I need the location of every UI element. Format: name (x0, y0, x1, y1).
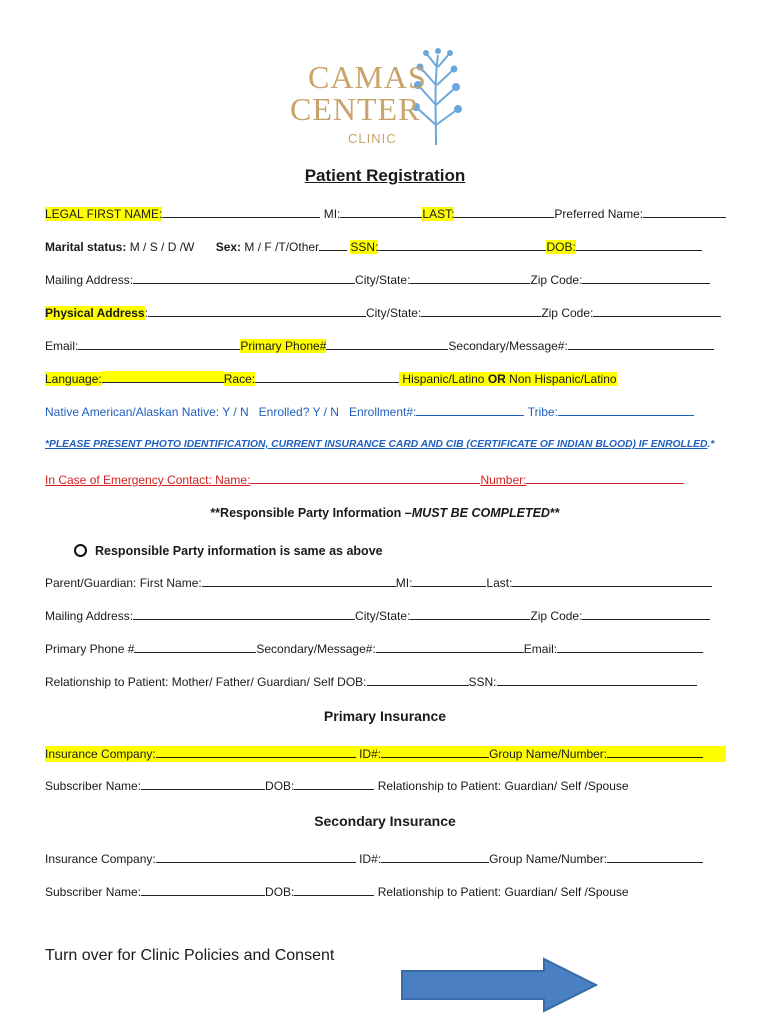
mailing-address-label: Mailing Address: (45, 273, 134, 287)
guardian-mailing-label: Mailing Address: (45, 609, 134, 623)
secondary-id-label: ID#: (359, 852, 382, 866)
primary-group-label: Group Name/Number: (489, 747, 608, 761)
primary-subscriber-dob-label: DOB: (265, 779, 295, 793)
primary-insurance-row (45, 746, 726, 762)
guardian-mi-field[interactable] (412, 575, 486, 587)
logo-text-center: CENTER (290, 91, 421, 127)
logo-text-clinic: CLINIC (348, 131, 397, 146)
race-label: Race: (223, 372, 256, 386)
primary-relationship-label[interactable]: Relationship to Patient: Guardian/ Self /Spouse (377, 779, 629, 793)
secondary-phone-field[interactable] (568, 338, 714, 350)
non-hispanic-option[interactable]: Non Hispanic/Latino (505, 372, 617, 386)
secondary-group-field[interactable] (607, 851, 703, 863)
primary-subscriber-dob-field[interactable] (294, 778, 374, 790)
guardian-phone-row (45, 641, 726, 657)
guardian-secondary-phone-field[interactable] (376, 641, 524, 653)
marital-status-options[interactable]: M / S / D /W (126, 240, 195, 254)
emergency-number-field[interactable] (526, 472, 684, 484)
enrolled-label[interactable]: Enrolled? Y / N (258, 405, 339, 419)
guardian-name-row (45, 575, 726, 591)
preferred-name-field[interactable] (643, 206, 726, 218)
primary-insurance-company-field[interactable] (156, 746, 356, 758)
guardian-zip-field[interactable] (582, 608, 710, 620)
secondary-insurance-heading: Secondary Insurance (314, 813, 456, 829)
or-label: OR (487, 372, 506, 386)
dob-label: DOB: (546, 240, 576, 254)
zip-code-field[interactable] (593, 305, 721, 317)
id-notice (45, 437, 726, 453)
email-label: Email: (45, 339, 79, 353)
secondary-subscriber-dob-label: DOB: (265, 885, 295, 899)
guardian-secondary-phone-label: Secondary/Message#: (256, 642, 376, 656)
email-field[interactable] (78, 338, 240, 350)
turn-over-note: Turn over for Clinic Policies and Consent (45, 947, 335, 964)
primary-phone-label: Primary Phone# (240, 339, 327, 353)
ssn-label: SSN: (350, 240, 379, 254)
same-as-above-option[interactable] (74, 543, 383, 559)
city-state-label: City/State: (355, 273, 411, 287)
clinic-logo (286, 45, 466, 155)
last-name-field[interactable] (454, 206, 554, 218)
guardian-zip-label: Zip Code: (530, 609, 583, 623)
guardian-primary-phone-label: Primary Phone # (45, 642, 135, 656)
same-as-above-label: Responsible Party information is same as above (95, 544, 383, 558)
native-row (45, 404, 726, 420)
secondary-group-label: Group Name/Number: (489, 852, 608, 866)
emergency-number-label: Number: (480, 473, 527, 487)
guardian-mailing-row (45, 608, 726, 624)
radio-button-icon[interactable] (74, 544, 87, 557)
legal-first-name-field[interactable] (162, 206, 320, 218)
id-notice-end: .* (707, 439, 715, 450)
city-state-field[interactable] (421, 305, 541, 317)
secondary-phone-label: Secondary/Message#: (448, 339, 568, 353)
marital-status-label: Marital status: (45, 240, 127, 254)
legal-name-row (45, 206, 726, 222)
mailing-address-field[interactable] (133, 272, 355, 284)
id-notice-text: *PLEASE PRESENT PHOTO IDENTIFICATION, CURRENT INSURANCE CARD AND CIB (CERTIFICATE OF INDIAN BLOOD) IF ENROLLED (45, 439, 708, 450)
mi-label: MI: (323, 207, 341, 221)
responsible-heading-part1: **Responsible Party Information – (210, 506, 412, 520)
responsible-party-heading (0, 506, 770, 520)
enrollment-number-label: Enrollment#: (348, 405, 417, 419)
logo-text-camas: CAMAS (308, 59, 427, 95)
race-field[interactable] (255, 371, 399, 383)
language-row (45, 371, 726, 387)
emergency-contact-row (45, 472, 726, 488)
guardian-last-label: Last: (486, 576, 513, 590)
physical-address-label: Physical Address (45, 306, 145, 320)
mi-field[interactable] (340, 206, 422, 218)
primary-group-field[interactable] (607, 746, 703, 758)
secondary-subscriber-field[interactable] (141, 884, 265, 896)
contact-row (45, 338, 726, 354)
primary-id-label: ID#: (359, 747, 382, 761)
enrollment-number-field[interactable] (416, 404, 524, 416)
zip-code-label: Zip Code: (530, 273, 583, 287)
secondary-subscriber-dob-field[interactable] (294, 884, 374, 896)
relationship-row (45, 674, 726, 690)
ethnicity-options[interactable] (399, 372, 616, 386)
primary-subscriber-row (45, 778, 726, 794)
guardian-first-name-field[interactable] (202, 575, 396, 587)
right-arrow-icon (398, 955, 604, 1015)
guardian-city-label: City/State: (355, 609, 411, 623)
guardian-ssn-label: SSN: (468, 675, 497, 689)
mailing-address-row (45, 272, 726, 288)
primary-insurance-heading: Primary Insurance (323, 708, 447, 724)
guardian-mi-label: MI: (395, 576, 413, 590)
primary-insurance-company-label: Insurance Company: (45, 747, 156, 761)
responsible-heading-part2: MUST BE COMPLETED (411, 506, 550, 520)
tribe-field[interactable] (558, 404, 694, 416)
dob-field[interactable] (576, 239, 702, 251)
sex-options[interactable]: M / F /T/Other (241, 240, 320, 254)
guardian-ssn-field[interactable] (497, 674, 697, 686)
guardian-email-field[interactable] (557, 641, 703, 653)
guardian-first-name-label: Parent/Guardian: First Name: (45, 576, 202, 590)
legal-first-name-label: LEGAL FIRST NAME: (45, 207, 163, 221)
secondary-insurance-row (45, 851, 726, 867)
primary-subscriber-label: Subscriber Name: (45, 779, 142, 793)
language-field[interactable] (102, 371, 224, 383)
secondary-relationship-label[interactable]: Relationship to Patient: Guardian/ Self /Spouse (377, 885, 629, 899)
physical-address-field[interactable] (148, 305, 366, 317)
guardian-dob-field[interactable] (367, 674, 469, 686)
guardian-mailing-field[interactable] (133, 608, 355, 620)
secondary-subscriber-row (45, 884, 726, 900)
sex-other-field[interactable] (319, 239, 347, 251)
primary-phone-field[interactable] (326, 338, 448, 350)
ssn-field[interactable] (378, 239, 546, 251)
tribe-label: Tribe: (527, 405, 558, 419)
guardian-email-label: Email: (523, 642, 558, 656)
emergency-name-label: In Case of Emergency Contact: Name: (45, 473, 251, 487)
hispanic-option[interactable]: Hispanic/Latino (399, 372, 488, 386)
guardian-city-field[interactable] (410, 608, 530, 620)
guardian-last-field[interactable] (512, 575, 712, 587)
last-name-label: LAST: (422, 207, 455, 221)
relationship-label[interactable]: Relationship to Patient: Mother/ Father/ Guardian/ Self DOB: (45, 675, 367, 689)
guardian-primary-phone-field[interactable] (134, 641, 256, 653)
preferred-name-label: Preferred Name: (554, 207, 644, 221)
physical-address-row (45, 305, 726, 321)
secondary-insurance-company-label: Insurance Company: (45, 852, 156, 866)
physical-address-colon: : (144, 306, 148, 320)
responsible-heading-part3: ** (549, 506, 560, 520)
zip-code-field[interactable] (582, 272, 710, 284)
language-label: Language: (45, 372, 102, 386)
native-american-label[interactable]: Native American/Alaskan Native: Y / N (45, 405, 249, 419)
city-state-label: City/State: (365, 306, 422, 320)
primary-id-field[interactable] (381, 746, 489, 758)
zip-code-label: Zip Code: (541, 306, 594, 320)
page-title: Patient Registration (304, 166, 466, 185)
marital-row (45, 239, 726, 255)
sex-label: Sex: (215, 240, 242, 254)
city-state-field[interactable] (410, 272, 530, 284)
primary-subscriber-field[interactable] (141, 778, 265, 790)
secondary-id-field[interactable] (381, 851, 489, 863)
secondary-subscriber-label: Subscriber Name: (45, 885, 142, 899)
emergency-name-field[interactable] (250, 472, 480, 484)
secondary-insurance-company-field[interactable] (156, 851, 356, 863)
